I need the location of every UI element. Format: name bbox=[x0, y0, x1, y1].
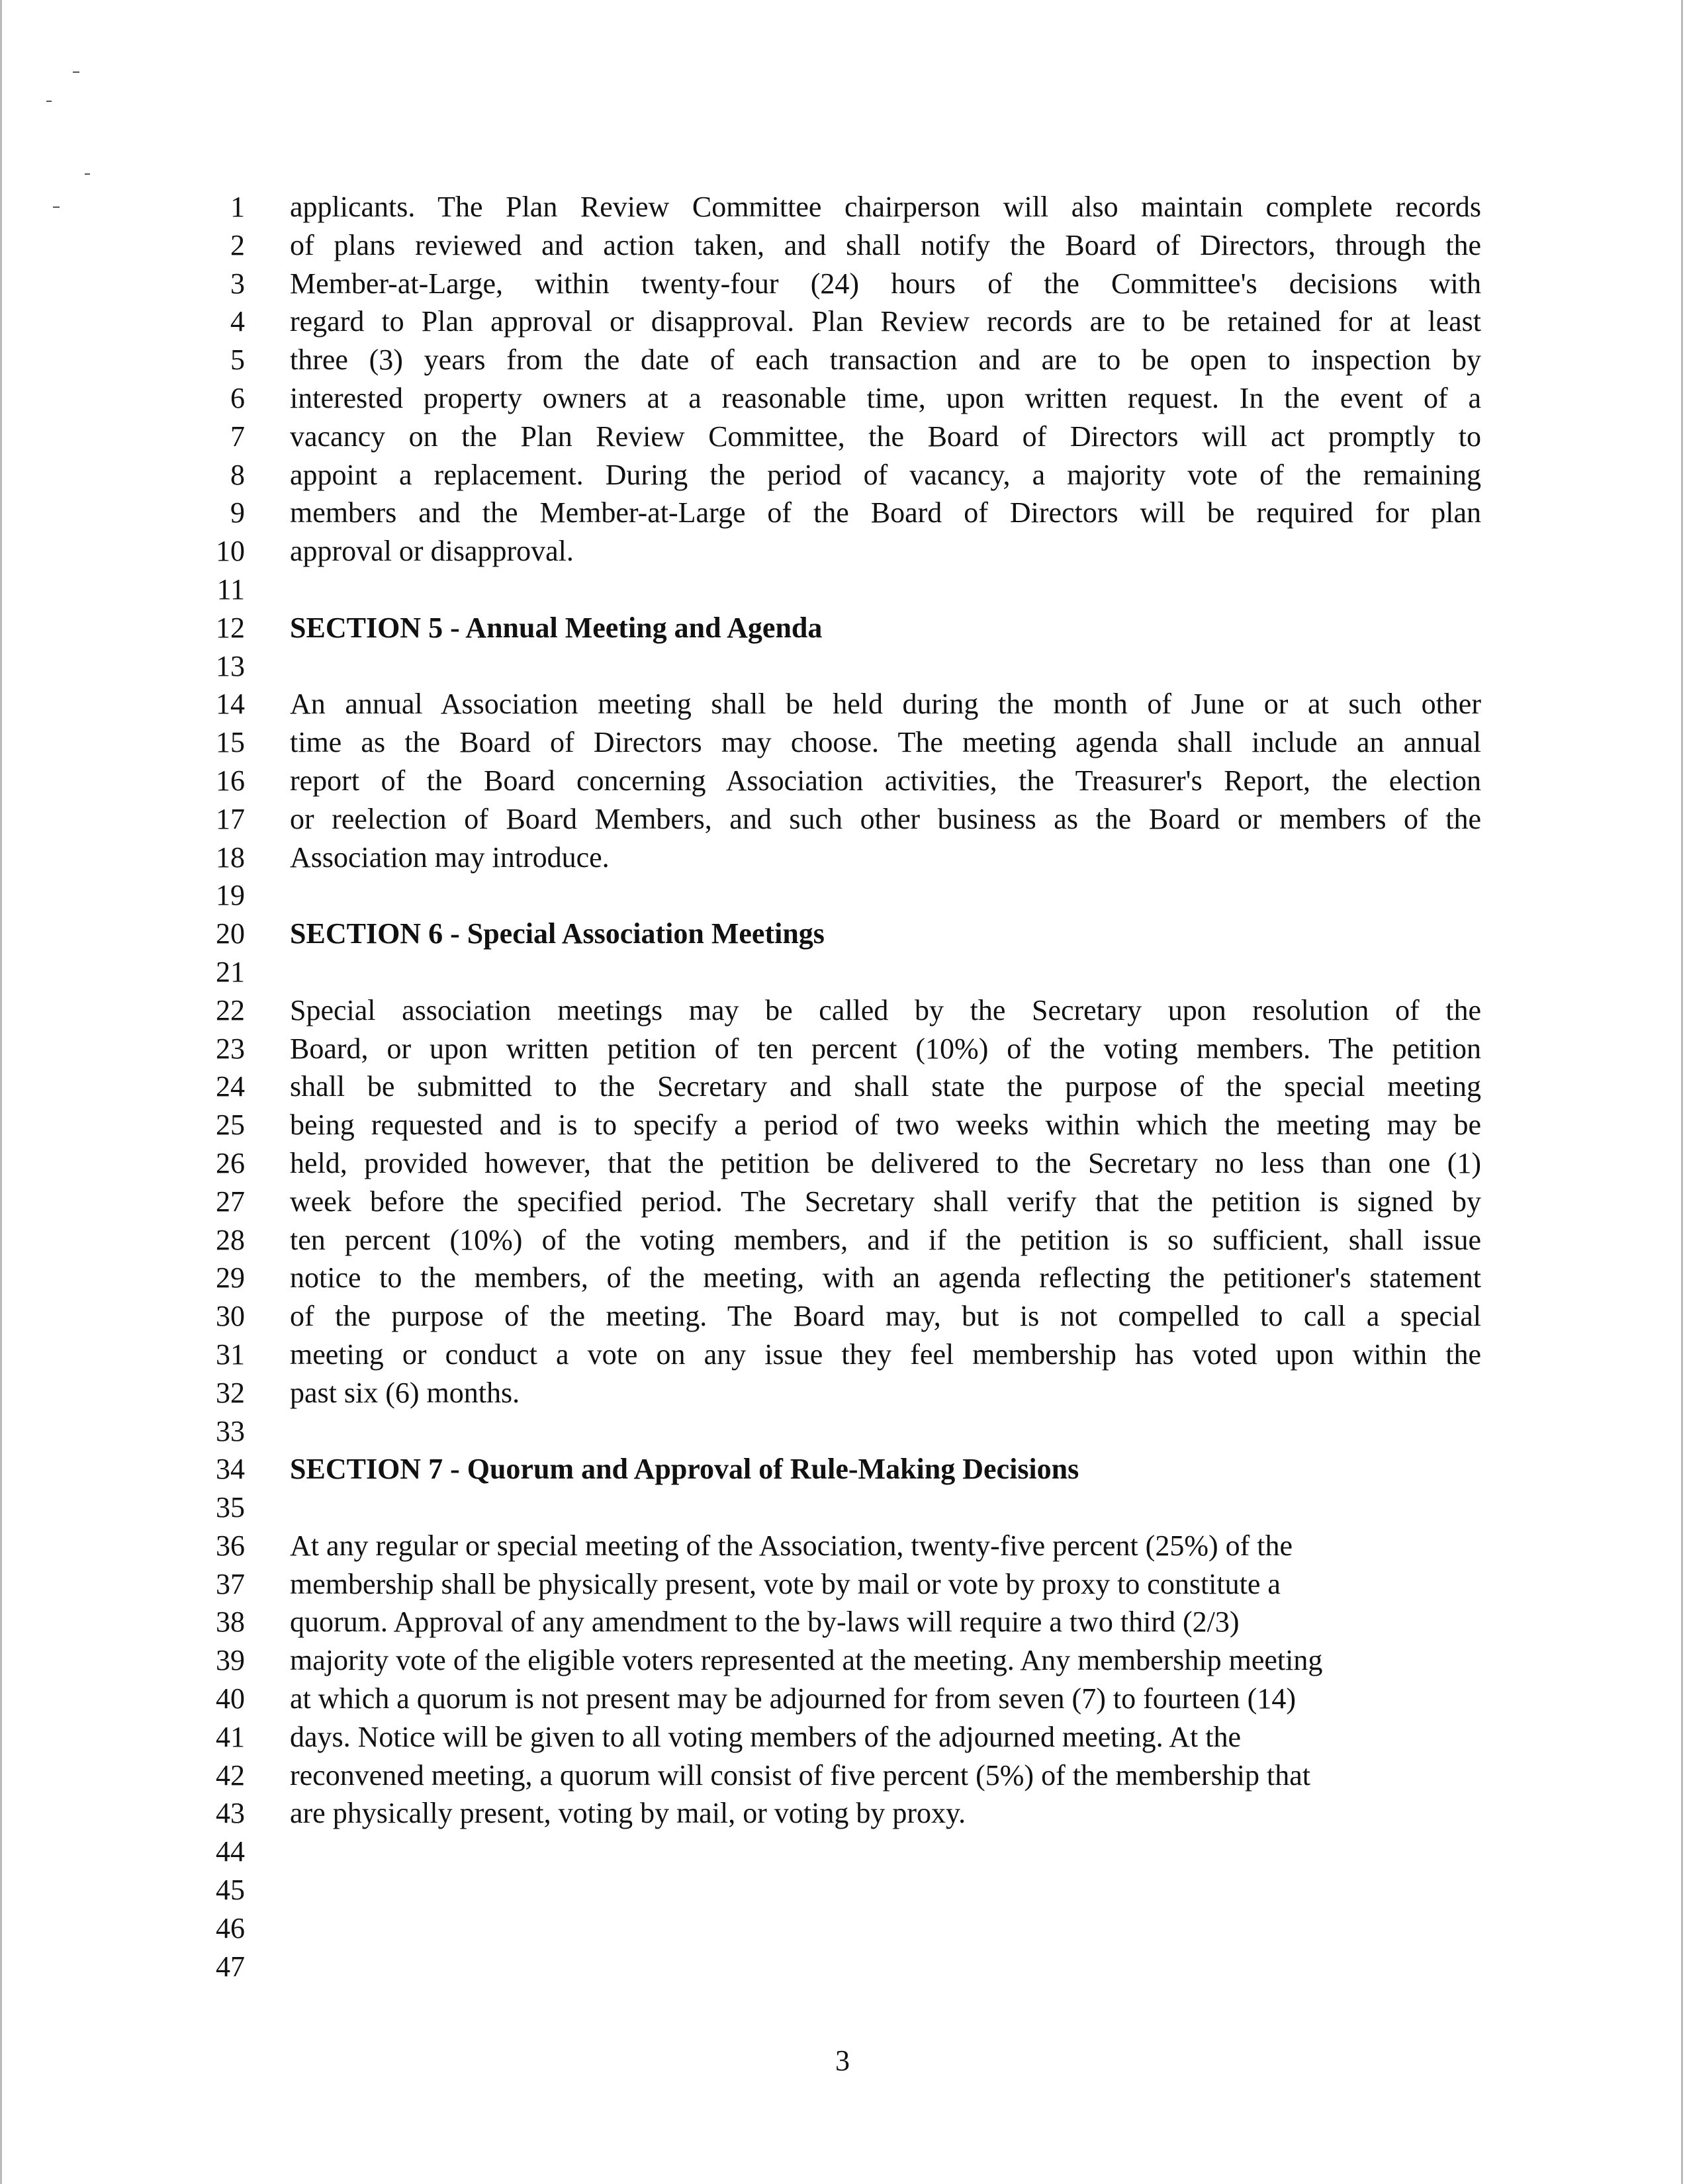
line-text: shall be submitted to the Secretary and shall state the purpose of the special meeting bbox=[290, 1070, 1481, 1103]
line-number: 2 bbox=[230, 228, 245, 261]
line-text: ten percent (10%) of the voting members, and if the petition is so sufficient, shall issue bbox=[290, 1223, 1481, 1256]
line-text: reconvened meeting, a quorum will consist of five percent (5%) of the membership that bbox=[290, 1758, 1310, 1792]
line-number: 33 bbox=[216, 1414, 245, 1447]
line-text: three (3) years from the date of each transaction and are to be open to inspection by bbox=[290, 343, 1481, 377]
document-line bbox=[185, 1297, 1509, 1336]
line-text: being requested and is to specify a period of two weeks within which the meeting may be bbox=[290, 1109, 1481, 1142]
document-line bbox=[185, 953, 1509, 991]
line-number: 24 bbox=[216, 1070, 245, 1103]
line-number: 39 bbox=[216, 1644, 245, 1677]
line-text: notice to the members, of the meeting, with an agenda reflecting the petitioner's statement bbox=[290, 1261, 1481, 1295]
scan-edge-left bbox=[0, 0, 2, 2184]
line-text: quorum. Approval of any amendment to the by-laws will require a two third (2/3) bbox=[290, 1606, 1240, 1639]
line-text: At any regular or special meeting of the Association, twenty-five percent (25%) of the bbox=[290, 1529, 1293, 1562]
line-text: past six (6) months. bbox=[290, 1376, 520, 1409]
document-line bbox=[185, 915, 1509, 953]
document-line bbox=[185, 1374, 1509, 1412]
document-line bbox=[185, 1680, 1509, 1718]
line-text: majority vote of the eligible voters represented at the meeting. Any membership meeting bbox=[290, 1644, 1323, 1677]
scan-edge-right bbox=[1681, 0, 1683, 2184]
line-number: 18 bbox=[216, 841, 245, 874]
line-number: 15 bbox=[216, 726, 245, 759]
document-line bbox=[185, 494, 1509, 532]
line-number: 40 bbox=[216, 1682, 245, 1715]
document-line bbox=[185, 1221, 1509, 1259]
line-number: 34 bbox=[216, 1453, 245, 1486]
document-line bbox=[185, 379, 1509, 418]
line-text: members and the Member-at-Large of the Board of Directors will be required for plan bbox=[290, 496, 1481, 529]
document-line bbox=[185, 1068, 1509, 1106]
document-line bbox=[185, 1488, 1509, 1527]
page-number: 3 bbox=[835, 2044, 850, 2077]
section-heading: SECTION 5 - Annual Meeting and Agenda bbox=[290, 611, 823, 644]
line-text: Association may introduce. bbox=[290, 841, 610, 874]
document-line bbox=[185, 991, 1509, 1030]
line-number: 36 bbox=[216, 1529, 245, 1562]
document-line bbox=[185, 1412, 1509, 1451]
document-line bbox=[185, 1909, 1509, 1948]
line-number: 31 bbox=[216, 1338, 245, 1371]
line-number: 28 bbox=[216, 1223, 245, 1256]
line-text: interested property owners at a reasonable time, upon written request. In the event of a bbox=[290, 381, 1481, 414]
line-number: 12 bbox=[216, 611, 245, 644]
line-text: are physically present, voting by mail, or voting by proxy. bbox=[290, 1797, 966, 1830]
line-number: 16 bbox=[216, 764, 245, 797]
document-line bbox=[185, 188, 1509, 226]
line-number: 8 bbox=[230, 458, 245, 491]
document-line bbox=[185, 1565, 1509, 1604]
line-number: 14 bbox=[216, 688, 245, 721]
line-number: 47 bbox=[216, 1950, 245, 1983]
line-text: An annual Association meeting shall be held during the month of June or at such other bbox=[290, 688, 1481, 721]
line-number: 26 bbox=[216, 1146, 245, 1179]
document-line bbox=[185, 226, 1509, 265]
document-line bbox=[185, 341, 1509, 379]
line-text: time as the Board of Directors may choose. The meeting agenda shall include an annual bbox=[290, 726, 1481, 759]
line-text: Member-at-Large, within twenty-four (24) hours of the Committee's decisions with bbox=[290, 267, 1481, 300]
document-line bbox=[185, 647, 1509, 686]
document-line bbox=[185, 876, 1509, 915]
line-number: 25 bbox=[216, 1109, 245, 1142]
line-number: 23 bbox=[216, 1032, 245, 1065]
document-line bbox=[185, 1871, 1509, 1909]
line-number: 32 bbox=[216, 1376, 245, 1409]
line-number: 6 bbox=[230, 381, 245, 414]
line-number: 10 bbox=[216, 535, 245, 568]
document-line bbox=[185, 685, 1509, 723]
line-number: 44 bbox=[216, 1835, 245, 1868]
scan-artifact bbox=[53, 206, 60, 208]
document-line bbox=[185, 609, 1509, 647]
line-number: 27 bbox=[216, 1185, 245, 1218]
line-text: week before the specified period. The Secretary shall verify that the petition is signed by bbox=[290, 1185, 1481, 1218]
document-line bbox=[185, 532, 1509, 570]
line-number: 1 bbox=[230, 191, 245, 223]
document-line bbox=[185, 456, 1509, 494]
line-text: of plans reviewed and action taken, and shall notify the Board of Directors, through the bbox=[290, 228, 1481, 261]
document-line bbox=[185, 570, 1509, 609]
document-line bbox=[185, 1336, 1509, 1374]
scan-artifact bbox=[73, 71, 79, 73]
line-text: Special association meetings may be called by the Secretary upon resolution of the bbox=[290, 993, 1481, 1026]
document-line bbox=[185, 1144, 1509, 1183]
document-line bbox=[185, 800, 1509, 839]
document-line bbox=[185, 1756, 1509, 1795]
line-text: applicants. The Plan Review Committee chairperson will also maintain complete records bbox=[290, 191, 1481, 223]
document-line bbox=[185, 1106, 1509, 1144]
document-line bbox=[185, 1030, 1509, 1068]
scan-artifact bbox=[46, 101, 52, 102]
document-line bbox=[185, 1833, 1509, 1871]
line-number: 22 bbox=[216, 993, 245, 1026]
document-line bbox=[185, 418, 1509, 456]
line-number: 5 bbox=[230, 343, 245, 377]
document-line bbox=[185, 1641, 1509, 1680]
line-number: 43 bbox=[216, 1797, 245, 1830]
document-line bbox=[185, 1450, 1509, 1488]
line-number: 3 bbox=[230, 267, 245, 300]
line-number: 30 bbox=[216, 1300, 245, 1333]
line-number: 42 bbox=[216, 1758, 245, 1792]
line-number: 9 bbox=[230, 496, 245, 529]
document-line bbox=[185, 265, 1509, 303]
document-line bbox=[185, 723, 1509, 762]
document-line bbox=[185, 1259, 1509, 1297]
line-number: 41 bbox=[216, 1720, 245, 1753]
line-text: days. Notice will be given to all voting members of the adjourned meeting. At the bbox=[290, 1720, 1242, 1753]
line-text: appoint a replacement. During the period of vacancy, a majority vote of the remaining bbox=[290, 458, 1481, 491]
section-heading: SECTION 7 - Quorum and Approval of Rule-Making Decisions bbox=[290, 1453, 1079, 1486]
document-line bbox=[185, 302, 1509, 341]
line-text: membership shall be physically present, vote by mail or vote by proxy to constitute a bbox=[290, 1567, 1281, 1600]
document-line bbox=[185, 762, 1509, 800]
document-body bbox=[185, 188, 1509, 1985]
line-text: vacancy on the Plan Review Committee, the Board of Directors will act promptly to bbox=[290, 420, 1481, 453]
line-number: 38 bbox=[216, 1606, 245, 1639]
document-line bbox=[185, 1718, 1509, 1756]
line-number: 13 bbox=[216, 649, 245, 682]
line-text: held, provided however, that the petition be delivered to the Secretary no less than one (1) bbox=[290, 1146, 1481, 1179]
document-line bbox=[185, 1794, 1509, 1833]
line-text: or reelection of Board Members, and such other business as the Board or members of the bbox=[290, 802, 1481, 835]
line-number: 35 bbox=[216, 1491, 245, 1524]
line-number: 37 bbox=[216, 1567, 245, 1600]
document-line bbox=[185, 1948, 1509, 1986]
line-number: 21 bbox=[216, 955, 245, 988]
line-text: Board, or upon written petition of ten percent (10%) of the voting members. The petition bbox=[290, 1032, 1481, 1065]
line-text: report of the Board concerning Association activities, the Treasurer's Report, the election bbox=[290, 764, 1481, 797]
line-number: 46 bbox=[216, 1911, 245, 1944]
line-number: 19 bbox=[216, 879, 245, 912]
line-number: 11 bbox=[216, 572, 245, 606]
line-text: meeting or conduct a vote on any issue they feel membership has voted upon within the bbox=[290, 1338, 1481, 1371]
line-number: 17 bbox=[216, 802, 245, 835]
line-text: regard to Plan approval or disapproval. Plan Review records are to be retained for at least bbox=[290, 305, 1481, 338]
line-number: 7 bbox=[230, 420, 245, 453]
line-number: 4 bbox=[230, 305, 245, 338]
line-text: of the purpose of the meeting. The Board may, but is not compelled to call a special bbox=[290, 1300, 1481, 1333]
document-line bbox=[185, 1183, 1509, 1221]
line-number: 29 bbox=[216, 1261, 245, 1295]
section-heading: SECTION 6 - Special Association Meetings bbox=[290, 917, 825, 950]
document-line bbox=[185, 1527, 1509, 1565]
scan-artifact bbox=[85, 173, 90, 175]
line-text: approval or disapproval. bbox=[290, 535, 574, 568]
document-line bbox=[185, 839, 1509, 877]
document-line bbox=[185, 1603, 1509, 1641]
line-number: 45 bbox=[216, 1874, 245, 1907]
line-text: at which a quorum is not present may be adjourned for from seven (7) to fourteen (14) bbox=[290, 1682, 1296, 1715]
line-number: 20 bbox=[216, 917, 245, 950]
